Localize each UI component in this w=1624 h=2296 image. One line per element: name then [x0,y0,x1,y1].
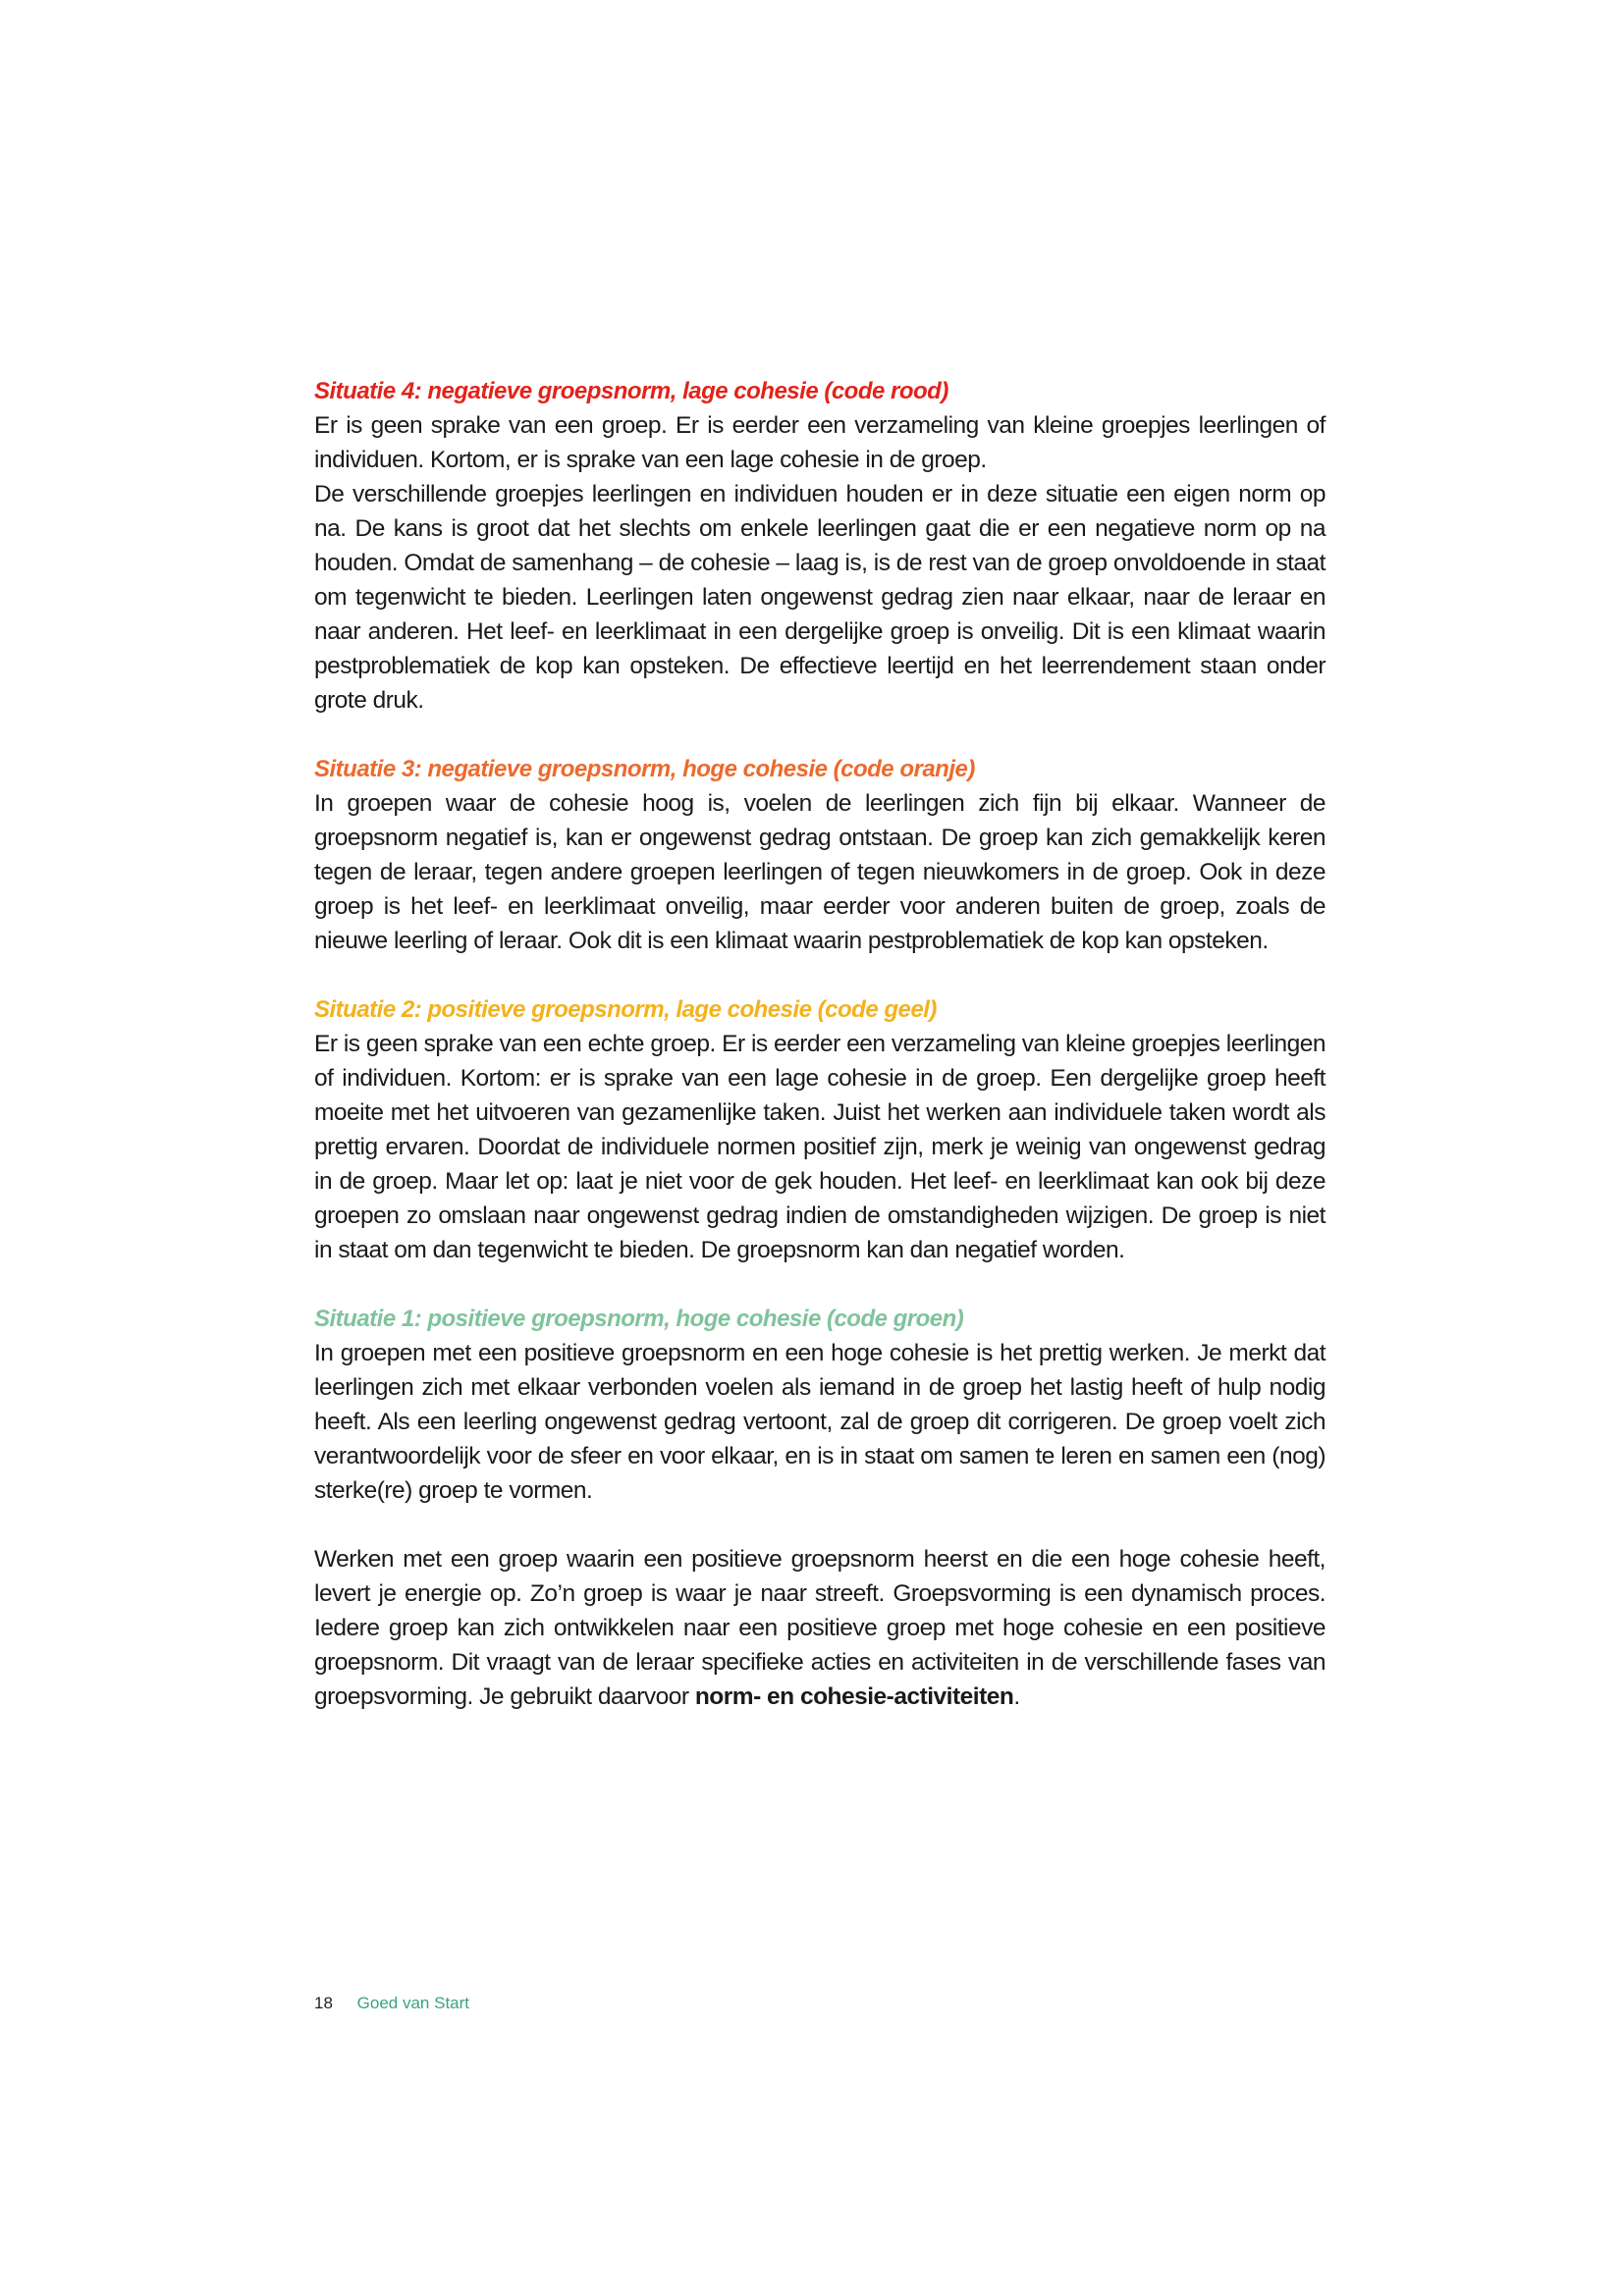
closing-paragraph [314,1542,1326,1714]
closing-bold-term: norm- en cohesie-activiteiten [694,1683,1014,1710]
section-situatie-2 [314,992,1326,1267]
section-heading: Situatie 1: positieve groepsnorm, hoge cohesie (code groen) [314,1306,964,1332]
page-content [314,374,1326,1714]
page-number: 18 [314,1994,333,2012]
paragraph: In groepen met een positieve groepsnorm en een hoge cohesie is het prettig werken. Je merkt dat leerlingen zich met elkaar verbonden voelen als iemand in de groep het lastig heeft of hulp nodig heeft. Als een leerling ongewenst gedrag vertoont, zal de groep dit corrigeren. De groep voelt zich verantwoordelijk voor de sfeer en voor elkaar, en is in staat om samen te leren en samen een (nog) sterke(re) groep te vormen. [314,1340,1326,1504]
section-heading: Situatie 3: negatieve groepsnorm, hoge cohesie (code oranje) [314,756,975,782]
paragraph: De verschillende groepjes leerlingen en individuen houden er in deze situatie een eigen norm op na. De kans is groot dat het slechts om enkele leerlingen gaat die er een negatieve norm op na houden. Omdat de samenhang – de cohesie – laag is, is de rest van de groep onvoldoende in staat om tegenwicht te bieden. Leerlingen laten ongewenst gedrag zien naar elkaar, naar de leraar en naar anderen. Het leef- en leerklimaat in een dergelijke groep is onveilig. Dit is een klimaat waarin pestproblematiek de kop kan opsteken. De effectieve leertijd en het leerrendement staan onder grote druk. [314,481,1326,714]
paragraph: Er is geen sprake van een echte groep. Er is eerder een verzameling van kleine groepjes leerlingen of individuen. Kortom: er is sprake van een lage cohesie in de groep. Een dergelijke groep heeft moeite met het uitvoeren van gezamenlijke taken. Juist het werken aan individuele taken wordt als prettig ervaren. Doordat de individuele normen positief zijn, merk je weinig van ongewenst gedrag in de groep. Maar let op: laat je niet voor de gek houden. Het leef- en leerklimaat kan ook bij deze groepen zo omslaan naar ongewenst gedrag indien de omstandigheden wijzigen. De groep is niet in staat om dan tegenwicht te bieden. De groepsnorm kan dan negatief worden. [314,1031,1326,1263]
section-situatie-4 [314,374,1326,718]
paragraph: In groepen waar de cohesie hoog is, voelen de leerlingen zich fijn bij elkaar. Wanneer de groepsnorm negatief is, kan er ongewenst gedrag ontstaan. De groep kan zich gemakkelijk keren tegen de leraar, tegen andere groepen leerlingen of tegen nieuwkomers in de groep. Ook in deze groep is het leef- en leerklimaat onveilig, maar eerder voor anderen buiten de groep, zoals de nieuwe leerling of leraar. Ook dit is een klimaat waarin pestproblematiek de kop kan opsteken. [314,790,1326,954]
publication-title: Goed van Start [356,1994,469,2012]
closing-end: . [1013,1683,1020,1710]
section-situatie-1 [314,1302,1326,1508]
closing-text: Werken met een groep waarin een positieve groepsnorm heerst en die een hoge cohesie heeft, levert je energie op. Zo’n groep is waar je naar streeft. Groepsvorming is een dynamisch proces. Iedere groep kan zich ontwikkelen naar een positieve groep met hoge cohesie en een positieve groepsnorm. Dit vraagt van de leraar specifieke acties en activiteiten in de verschillende fases van groepsvorming. Je gebruikt daarvoor [314,1546,1326,1710]
section-situatie-3 [314,752,1326,958]
section-heading: Situatie 4: negatieve groepsnorm, lage cohesie (code rood) [314,378,948,404]
section-heading: Situatie 2: positieve groepsnorm, lage cohesie (code geel) [314,996,937,1023]
page-footer [314,1994,469,2013]
paragraph: Er is geen sprake van een groep. Er is eerder een verzameling van kleine groepjes leerlingen of individuen. Kortom, er is sprake van een lage cohesie in de groep. [314,412,1326,473]
